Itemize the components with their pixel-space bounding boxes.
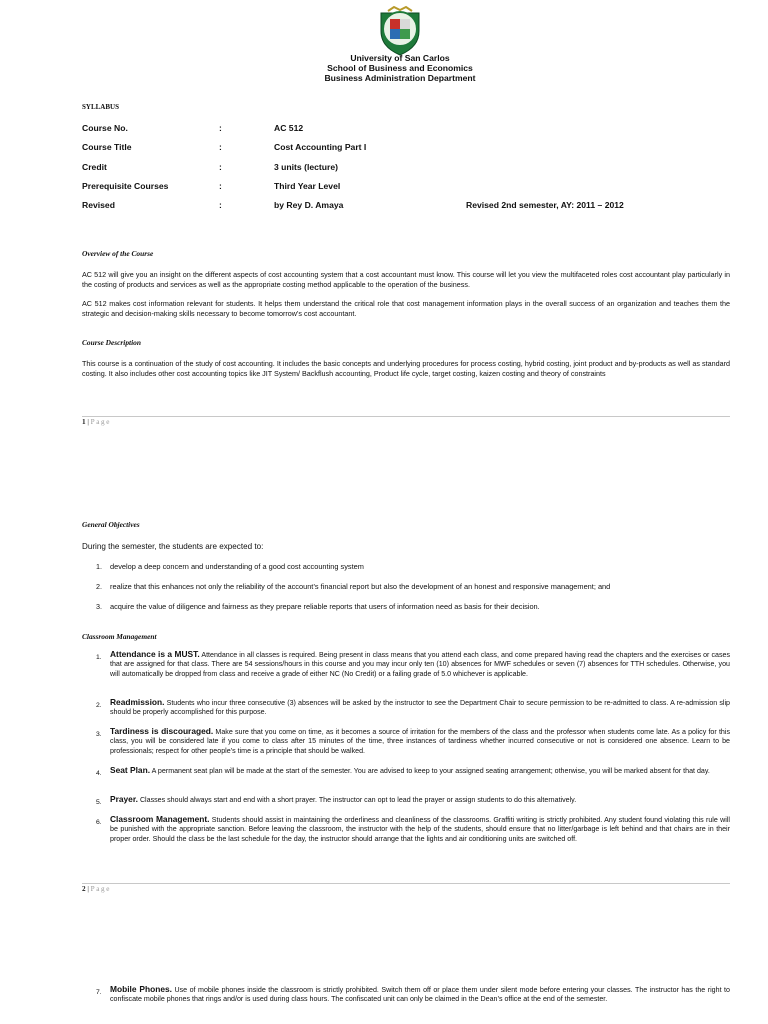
objective-item: develop a deep concern and understanding of a good cost accounting system xyxy=(110,562,364,571)
separator: : xyxy=(219,200,222,210)
classroom-rule-mobile-phones: Mobile Phones. Use of mobile phones inside the classroom is strictly prohibited. Switch them off or place them under silent mode before entering your classes. The instructor has the right to confiscate mobile phones that rings and/or is used during class hours. The confiscated unit can only be claimed in the Dean’s office at the end of the semester. xyxy=(110,984,730,1004)
department-name: Business Administration Department xyxy=(324,73,476,83)
overview-paragraph-1: AC 512 will give you an insight on the different aspects of cost accounting system that a cost accountant must know. This course will let you view the multifaceted roles cost accountant play particularly in the costing of products and services as well as the appropriate costing method applicable to the operation of the business. xyxy=(82,270,730,289)
overview-heading: Overview of the Course xyxy=(82,249,154,258)
credit-value: 3 units (lecture) xyxy=(274,162,338,172)
prerequisite-value: Third Year Level xyxy=(274,181,341,191)
list-item-number: 7. xyxy=(96,989,102,996)
revised-value: by Rey D. Amaya xyxy=(274,200,344,210)
course-description-heading: Course Description xyxy=(82,338,141,347)
classroom-rule-prayer: Prayer. Classes should always start and end with a short prayer. The instructor can opt to lead the prayer or assign students to do this alternatively. xyxy=(110,794,577,804)
objective-item: acquire the value of diligence and fairness as they prepare reliable reports that users of information need as basis for their decision. xyxy=(110,602,540,611)
school-name: School of Business and Economics xyxy=(327,63,473,73)
list-item-number: 2. xyxy=(96,702,102,709)
university-seal-logo xyxy=(376,5,424,57)
syllabus-label: SYLLABUS xyxy=(82,103,119,111)
classroom-management-heading: Classroom Management xyxy=(82,632,157,641)
page-footer-2: 2 | Page xyxy=(82,885,112,893)
page-divider xyxy=(82,883,730,884)
separator: : xyxy=(219,162,222,172)
overview-paragraph-2: AC 512 makes cost information relevant for students. It helps them understand the critical role that cost management information plays in the overall success of an organization and teaches them the strategic and decision-making skills necessary to become tomorrow’s cost accountant. xyxy=(82,299,730,318)
list-item-number: 2. xyxy=(96,582,102,591)
classroom-rule-tardiness: Tardiness is discouraged. Make sure that you come on time, as it becomes a source of irritation for the members of the class and the professor when students come late. As a policy for this class, you will be considered late if you come to class after 15 minutes of the time, three instances of tardiness whether incurred consecutive or not is considered one absence. Learn to be professionals; respect for other people’s time is a principle that should be walked. xyxy=(110,726,730,755)
course-description-paragraph: This course is a continuation of the study of cost accounting. It includes the basic concepts and underlying procedures for process costing, hybrid costing, joint product and by-products as well as standard costing. It also includes other cost accounting topics like JIT System/ Backflush accounting, Product life cycle, target costing, kaizen costing and theory of constraints xyxy=(82,359,730,378)
list-item-number: 3. xyxy=(96,602,102,611)
course-title-label: Course Title xyxy=(82,142,132,152)
list-item-number: 1. xyxy=(96,654,102,661)
classroom-rule-readmission: Readmission. Students who incur three consecutive (3) absences will be asked by the instructor to see the Department Chair to secure permission to be re-admitted to class. A re-admission slip should be properly accomplished for this purpose. xyxy=(110,697,730,717)
course-no-value: AC 512 xyxy=(274,123,304,133)
page-footer-1: 1 | Page xyxy=(82,418,112,426)
classroom-rule-attendance: Attendance is a MUST. Attendance in all classes is required. Being present in class means that you attend each class, and come prepared having read the chapters and the exercises or cases that are assigned for that class. There are 54 sessions/hours in this course and you may incur only ten (10) absences for MWF schedules or seven (7) absences for TTH schedules. Otherwise, you will automatically be dropped from class and receive a grade of either NC (No Credit) or a failing grade of 5.0 whichever is applicable. xyxy=(110,649,730,678)
page-divider xyxy=(82,416,730,417)
classroom-rule-classroom-management: Classroom Management. Students should assist in maintaining the orderliness and cleanliness of the classrooms. Graffiti writing is strictly prohibited. Any student found violating this rule will be punished with the appropriate sanction. Before leaving the classroom, the instructor with the help of the students, should ensure that no litter/garbage is left behind and that chairs are in their proper order. Should the class be the last schedule for the day, the instructor should arrange that the lights and air conditioning units are switched off. xyxy=(110,814,730,843)
objective-item: realize that this enhances not only the reliability of the account’s financial report but also the development of an honest and responsive management; and xyxy=(110,582,611,591)
separator: : xyxy=(219,123,222,133)
list-item-number: 6. xyxy=(96,819,102,826)
list-item-number: 1. xyxy=(96,562,102,571)
list-item-number: 5. xyxy=(96,799,102,806)
revised-semester: Revised 2nd semester, AY: 2011 – 2012 xyxy=(466,200,624,210)
objectives-intro: During the semester, the students are expected to: xyxy=(82,542,264,551)
revised-label: Revised xyxy=(82,200,115,210)
separator: : xyxy=(219,142,222,152)
list-item-number: 4. xyxy=(96,770,102,777)
classroom-rule-seat-plan: Seat Plan. A permanent seat plan will be made at the start of the semester. You are advised to keep to your assigned seating arrangement; otherwise, you will be marked absent for that day. xyxy=(110,765,710,775)
list-item-number: 3. xyxy=(96,731,102,738)
general-objectives-heading: General Objectives xyxy=(82,520,140,529)
university-name: University of San Carlos xyxy=(350,53,450,63)
course-title-value: Cost Accounting Part I xyxy=(274,142,367,152)
credit-label: Credit xyxy=(82,162,107,172)
separator: : xyxy=(219,181,222,191)
course-no-label: Course No. xyxy=(82,123,128,133)
prerequisite-label: Prerequisite Courses xyxy=(82,181,169,191)
